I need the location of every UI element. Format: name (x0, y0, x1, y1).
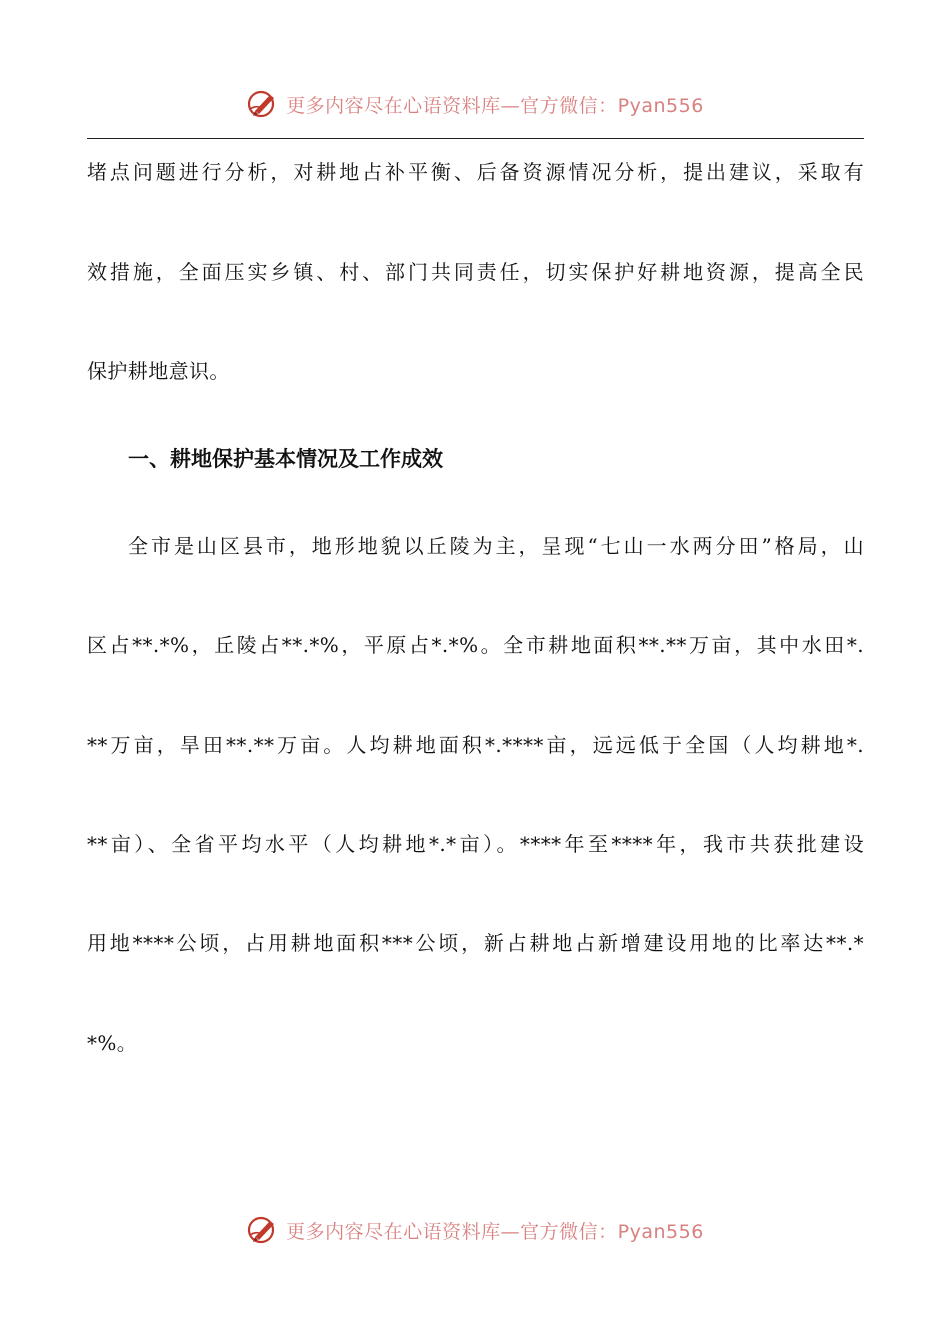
paragraph-2-line-3: **万亩，旱田**.**万亩。人均耕地面积*.****亩，远远低于全国（人均耕地*. (87, 733, 864, 757)
header-banner-text: 更多内容尽在心语资料库—官方微信：Pyan556 (286, 94, 704, 117)
footer-wechat-id: Pyan556 (617, 1220, 704, 1243)
paragraph-2-line-4: **亩）、全省平均水平（人均耕地*.*亩）。****年至****年，我市共获批建设 (87, 832, 864, 856)
section-heading: 一、耕地保护基本情况及工作成效 (128, 447, 443, 471)
paragraph-2-line-5: 用地****公顷，占用耕地面积***公顷，新占耕地占新增建设用地的比率达**.* (87, 931, 864, 955)
footer-banner-text: 更多内容尽在心语资料库—官方微信：Pyan556 (286, 1220, 704, 1243)
paragraph-1-line-2: 效措施，全面压实乡镇、村、部门共同责任，切实保护好耕地资源，提高全民 (87, 260, 864, 284)
paragraph-2-line-1: 全市是山区县市，地形地貌以丘陵为主，呈现“七山一水两分田”格局，山 (128, 534, 864, 558)
paragraph-1-line-1: 堵点问题进行分析，对耕地占补平衡、后备资源情况分析，提出建议，采取有 (87, 160, 864, 184)
pen-nib-circle-logo-icon (246, 1213, 280, 1247)
footer-banner (0, 1210, 950, 1250)
paragraph-2-line-2: 区占**.*%，丘陵占**.*%，平原占*.*%。全市耕地面积**.**万亩，其中水田*. (87, 633, 864, 657)
paragraph-2-line-6: *%。 (87, 1031, 138, 1055)
header-banner (0, 84, 950, 124)
header-divider (87, 138, 864, 139)
paragraph-1-line-3: 保护耕地意识。 (87, 359, 230, 383)
header-wechat-id: Pyan556 (617, 94, 704, 117)
pen-nib-circle-logo-icon (246, 87, 280, 121)
